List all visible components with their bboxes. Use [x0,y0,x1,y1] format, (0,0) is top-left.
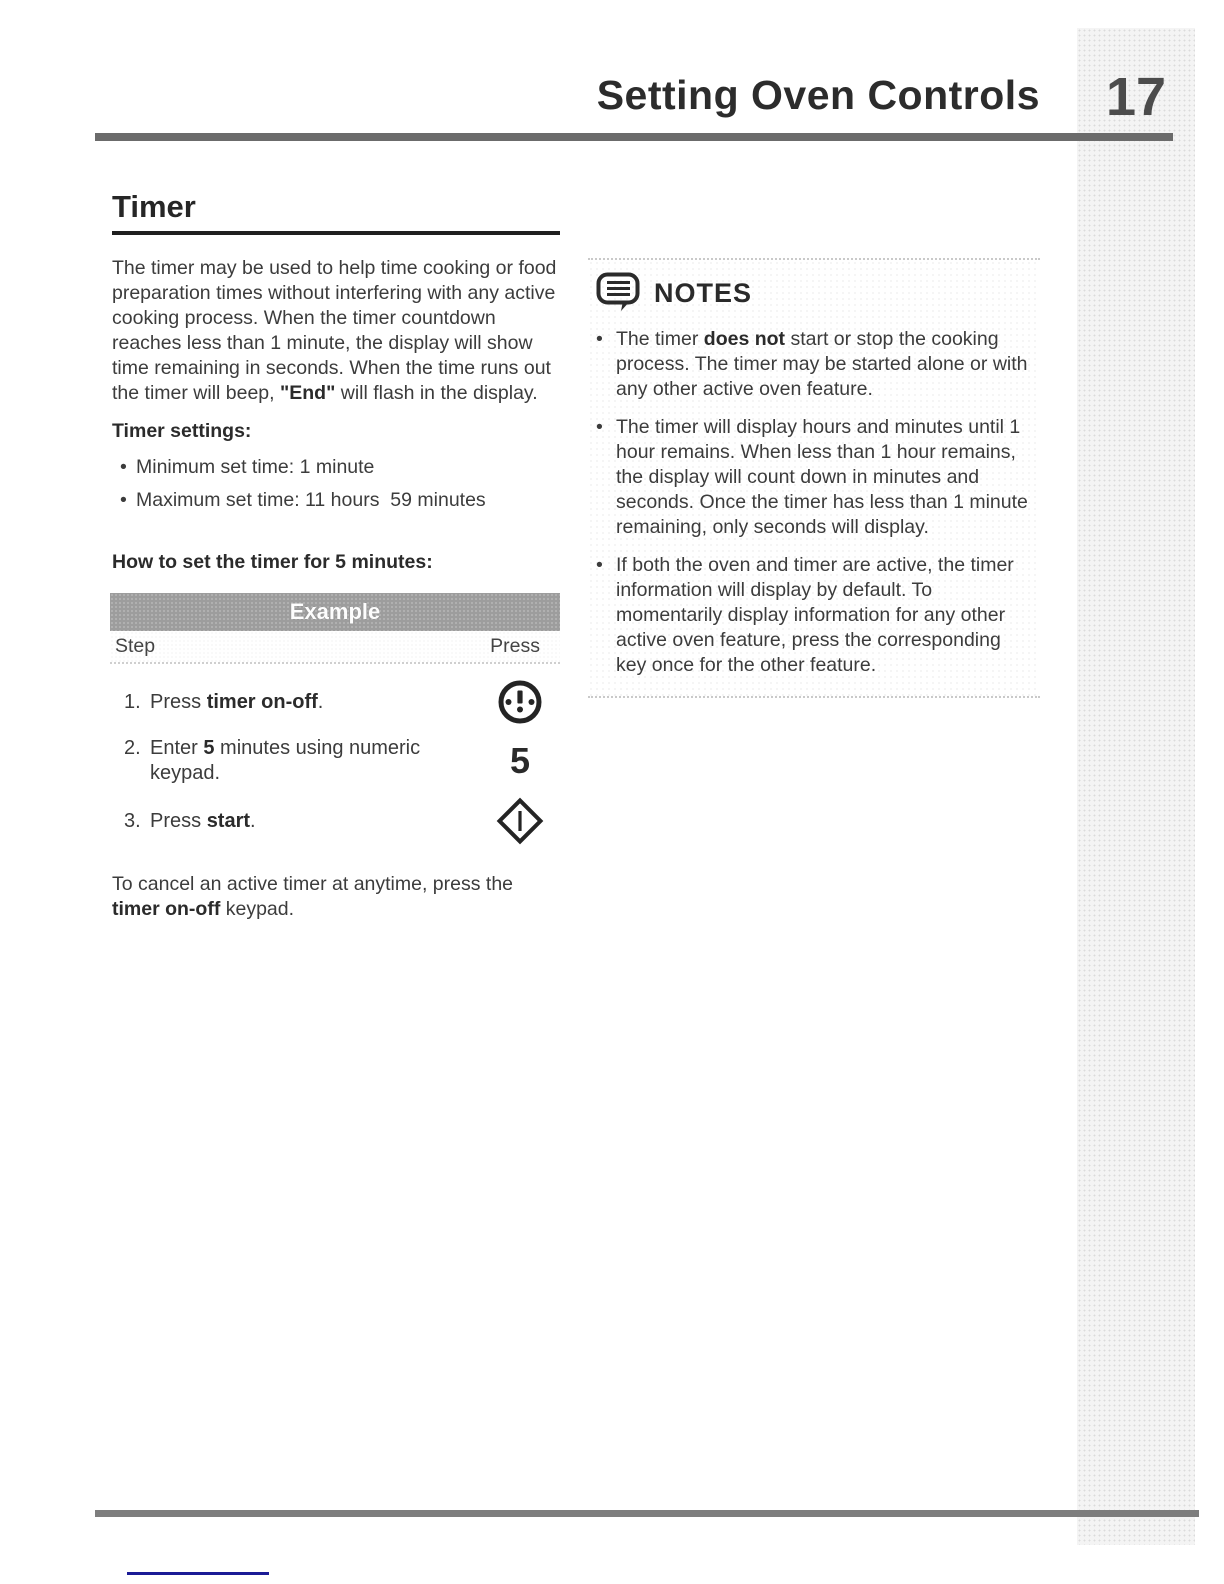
timer-on-off-icon [480,678,560,726]
example-table [110,593,560,846]
note-text [616,415,1038,540]
how-to-heading: How to set the timer for 5 minutes: [112,551,433,573]
table-row-step-2 [110,736,560,786]
table-row-step-3 [110,796,560,846]
step-instruction [150,809,256,834]
footer-accent-line [127,1572,269,1575]
cancel-text: To cancel an active timer at anytime, press the [112,873,514,895]
step-text-end: . [250,809,256,832]
bullet-glyph: • [596,328,603,350]
example-column-headers [110,631,560,664]
list-item [112,455,560,480]
step-text: Enter [150,737,204,759]
bullet-glyph: • [596,416,603,438]
step-key-name: start [206,809,251,832]
cancel-note-paragraph [112,872,560,922]
note-text-segment: The timer [616,328,704,350]
cancel-key-name: timer on-off [112,898,221,920]
note-text-segment: The timer will display hours and minutes until 1 hour remains. When less than 1 hour remains, the display will count down in minutes and seconds. Once the timer has less than 1 minute remaining, only seconds will display. [616,416,1028,538]
column-header-step: Step [115,635,156,657]
notes-box [588,258,1040,698]
start-key-icon [480,796,560,846]
step-2-text [110,736,480,786]
digit-5-label: 5 [509,740,531,781]
list-item-note-2 [590,415,1038,540]
intro-bold-text: "End" [280,382,336,404]
step-number: 1. [124,690,141,713]
page-title: Setting Oven Controls [596,72,1040,118]
step-text-end: minutes using numeric keypad. [150,737,421,784]
step-1-text [110,690,480,715]
step-text: Press [150,809,207,832]
table-row-step-1 [110,678,560,726]
digit-5-key [480,740,560,781]
step-instruction [150,690,323,715]
note-text [616,327,1038,402]
timer-intro-paragraph [112,256,560,406]
intro-text: The timer may be used to help time cooking or food preparation times without interfering with any active cooking process. When the timer countdown reaches less than 1 minute, the display will show time remaining in seconds. When the time runs out the timer will beep, [112,257,557,404]
setting-min-time: Minimum set time: 1 minute [136,456,375,478]
note-text-segment: If both the oven and timer are active, the timer information will display by default. To momentarily display information for any other active oven feature, press the corresponding key once for the other feature. [616,554,1014,676]
bullet-glyph: • [596,554,603,576]
note-text-segment: start or stop the cooking process. The timer may be started alone or with any other active oven feature. [616,328,1028,400]
speech-bubble-icon [596,272,642,314]
section-title-rule [112,231,560,235]
timer-settings-heading: Timer settings: [112,420,252,442]
page-number: 17 [1105,67,1167,127]
left-column [112,190,560,922]
step-key-name: timer on-off [206,690,318,713]
header-rule [95,133,1173,141]
step-key-name: 5 [203,737,215,759]
example-steps [110,678,560,846]
setting-max-time: Maximum set time: 11 hours 59 minutes [136,489,486,511]
step-instruction [150,736,460,786]
note-bold-text: does not [703,328,786,350]
page-edge-texture [1077,28,1195,1545]
step-number: 2. [124,737,141,759]
notes-heading: NOTES [654,277,753,308]
right-column [588,258,1040,698]
step-number: 3. [124,809,141,832]
list-item-note-3 [590,553,1038,678]
note-text [616,553,1038,678]
section-title-timer: Timer [112,189,196,224]
step-3-text [110,809,480,834]
footer-rule [95,1510,1199,1517]
timer-settings-list [112,455,560,513]
cancel-text-end: keypad. [220,898,295,920]
step-text-end: . [317,690,324,713]
list-item-note-1 [590,327,1038,402]
list-item [112,488,560,513]
bullet-glyph: • [120,489,127,511]
notes-header [596,272,1038,314]
example-table-header: Example [110,593,560,631]
intro-text-end: will flash in the display. [335,382,538,404]
column-header-press: Press [490,635,540,657]
bullet-glyph: • [120,456,127,478]
step-text: Press [150,690,207,713]
